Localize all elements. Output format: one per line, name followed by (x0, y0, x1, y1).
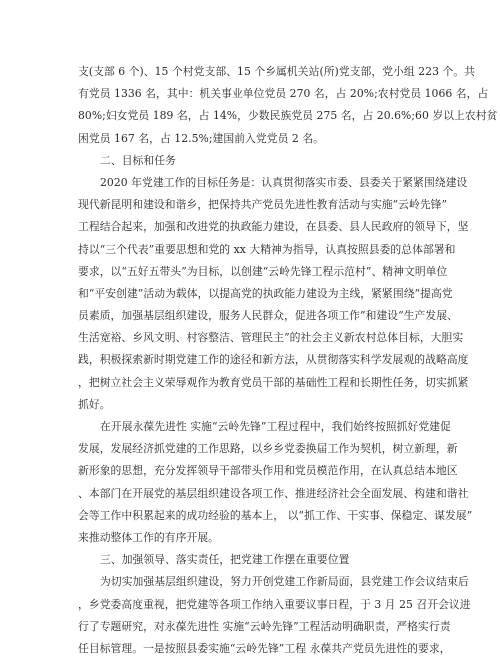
body-line: 、本部门在开展党的基层组织建设各项工作、推进经济社会全面发展、构建和谐社 (78, 486, 469, 500)
body-line: 支(支部 6 个)、15 个村党支部、15 个乡属机关站(所)党支部，党小组 223 个。共 (78, 65, 476, 78)
body-line: 现代新昆明和建设和谐乡，把保持共产党员先进性教育活动与实施“云岭先锋” (78, 198, 448, 212)
body-line: 80%;妇女党员 189 名，占 14%，少数民族党员 275 名，占 20.6%;60 岁以上农村贫 (78, 109, 498, 123)
document-body (78, 61, 498, 660)
body-line: 任目标管理。一是按照县委实施“云岭先锋”工程 永葆共产党员先进性的要求， (78, 641, 451, 655)
body-line: 抓好。 (78, 397, 111, 411)
body-line: 会等工作中积累起来的成功经验的基本上， 以“抓工作、干实事、保稳定、谋发展” (78, 508, 473, 522)
paragraph-first-line: 在开展永葆先进性 实施“云岭先锋”工程过程中，我们始终按照抓好党建促 (100, 420, 451, 433)
body-line: 工程结合起来，加强和改进党的执政能力建设，在县委、县人民政府的领导下，坚 (78, 220, 469, 234)
body-line: ，把树立社会主义荣辱观作为教育党员干部的基础性工程和长期性任务，切实抓紧 (78, 375, 469, 389)
body-line: 和“平安创建”活动为载体，以提高党的执政能力建设为主线，紧紧围绕“提高党 (78, 286, 453, 300)
body-line: ，乡党委高度重视，把党建等各项工作纳入重要议事日程，于 3 月 25 召开会议进 (78, 597, 471, 611)
body-line: 新形象的思想，充分发挥领导干部带头作用和党员模范作用，在认真总结本地区 (78, 464, 458, 478)
body-line: 发展，发展经济抓党建的工作思路，以乡乡党委换届工作为契机，树立新理，新 (78, 442, 458, 456)
body-line: 有党员 1336 名，其中：机关事业单位党员 270 名，占 20%;农村党员 1066 名，占 (78, 87, 489, 101)
body-line: 生活宽裕、乡风文明、村容整洁、管理民主”的社会主义新农村总体目标，大胆实 (78, 331, 464, 345)
body-line: 员素质，加强基层组织建设，服务人民群众，促进各项工作”和建设“生产发展、 (78, 309, 458, 323)
body-line: 践，积极探索新时期党建工作的途径和新方法，从贯彻落实科学发展观的战略高度 (78, 353, 469, 367)
body-line: 要求，以“五好五带头”为目标，以创建“云岭先锋工程示范村”、精神文明单位 (78, 264, 448, 278)
paragraph-first-line: 2020 年党建工作的目标任务是：认真贯彻落实市委、县委关于紧紧围绕建设 (100, 175, 468, 189)
body-line: 困党员 167 名，占 12.5%;建国前入党党员 2 名。 (78, 131, 325, 145)
paragraph-first-line: 为切实加强基层组织建设，努力开创党建工作新局面，县党建工作会议结束后 (100, 575, 469, 589)
body-line: 持以“三个代表”重要思想和党的 xx 大精神为指导，认真按照县委的总体部署和 (78, 242, 456, 256)
body-line: 行了专题研究，对永葆先进性 实施“云岭先锋”工程活动明确职责，严格实行责 (78, 619, 451, 633)
section-heading: 二、目标和任务 (100, 153, 176, 167)
section-heading: 三、加强领导、落实责任，把党建工作摆在重要位置 (100, 553, 350, 567)
body-line: 来推动整体工作的有序开展。 (78, 530, 220, 544)
